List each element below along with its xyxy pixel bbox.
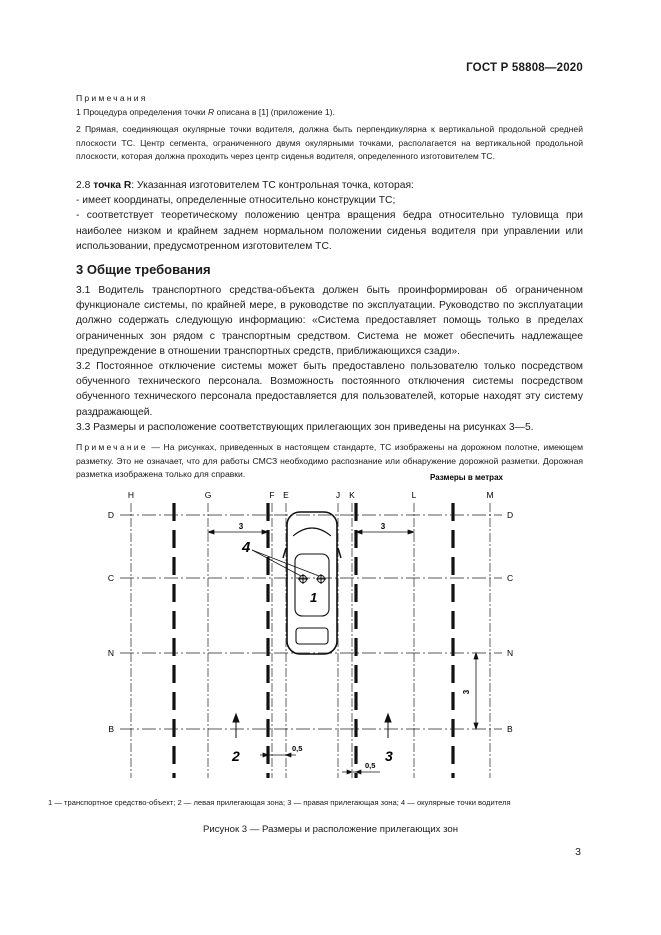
row-label-n-right: N xyxy=(507,648,514,658)
dimension-vertical-value: 3 xyxy=(462,689,471,695)
row-lines xyxy=(120,515,502,729)
notes-heading: Примечания xyxy=(76,93,148,103)
dimension-right-value: 3 xyxy=(380,522,386,531)
para-3-1: 3.1 Водитель транспортного средства-объекта должен быть проинформирован об ограниченном функционале системы, по крайней мере, в руководстве по эксплуатации. Руководство по эксплуатации должно содержать следующую информацию: «Система предоставляет помощь только в пределах ограниченных зон рядом с транспортным средством. Система не может обеспечить надлежащее предупреждение в отношении транспортных средств, приближающихся сзади». xyxy=(76,285,583,357)
def-2-8-bullet-2: - соответствует теоретическому положению центра вращения бедра относительно туловища при наиболее низком и крайнем заднем нормальном положении сиденья водителя при управлении или использовании, предусмотренном изготовителем ТС. xyxy=(76,210,583,252)
col-label-f: F xyxy=(269,490,275,500)
notes-block xyxy=(76,92,583,164)
row-label-b-left: B xyxy=(108,724,114,734)
figure-legend: 1 — транспортное средство-объект; 2 — левая прилегающая зона; 3 — правая прилегающая зона; 4 — окулярные точки водителя xyxy=(48,798,511,807)
note-2: 2 Прямая, соединяющая окулярные точки водителя, должна быть перпендикулярна к вертикальной продольной средней плоскости ТС. Центр сегмента, ограниченного двумя окулярными точками, располагается на вертикальной продольной плоскости, которая должна проходить через центр сиденья водителя, определенного изготовителем ТС. xyxy=(76,124,583,162)
col-label-h: H xyxy=(127,490,135,500)
zone-arrows xyxy=(233,714,391,738)
para-3-2: 3.2 Постоянное отключение системы может быть предоставлено пользователю только посредством обученного технического персонала. Возможность постоянного отключения системы посредством обученного технического персонала предоставляется для пользователей, которые находят эту систему раздражающей. xyxy=(76,361,583,418)
col-label-l: L xyxy=(411,490,417,500)
callout-3: 3 xyxy=(385,748,393,764)
row-label-c-left: C xyxy=(107,573,114,583)
row-label-d-right: D xyxy=(507,510,514,520)
gap-dimension-left-value: 0,5 xyxy=(292,744,303,753)
page-number: 3 xyxy=(575,846,581,858)
section-3-title: 3 Общие требования xyxy=(76,262,211,277)
para-3-3: 3.3 Размеры и расположение соответствующих прилегающих зон приведены на рисунках 3—5. xyxy=(76,421,534,433)
row-label-d-left: D xyxy=(107,510,114,520)
callout-4: 4 xyxy=(242,539,251,556)
vehicle-outline xyxy=(283,512,341,654)
section-3-note: Примечание — На рисунках, приведенных в настоящем стандарте, ТС изображены на дорожном полотне, имеющем разметку. Это не означает, что для работы СМСЗ необходимо распознание или обнаружение дорожной разметки. Дорожная разметка изображена только для справки. xyxy=(76,442,583,480)
figure-units-label: Размеры в метрах xyxy=(430,473,503,482)
gap-dimension-right xyxy=(342,770,380,774)
col-label-k: K xyxy=(349,490,355,500)
callout-2: 2 xyxy=(232,748,240,764)
standard-header: ГОСТ Р 58808—2020 xyxy=(466,62,583,74)
col-label-m: M xyxy=(486,490,494,500)
definition-2-8 xyxy=(76,178,583,254)
dimension-left-value: 3 xyxy=(238,522,244,531)
figure-caption: Рисунок 3 — Размеры и расположение прилегающих зон xyxy=(202,824,459,835)
ocular-points xyxy=(298,574,326,584)
column-lines xyxy=(131,503,490,778)
row-label-c-right: C xyxy=(507,573,514,583)
col-label-g: G xyxy=(204,490,212,500)
gap-dimension-right-value: 0,5 xyxy=(365,761,376,770)
callout-1: 1 xyxy=(310,590,318,605)
col-label-e: E xyxy=(283,490,289,500)
gap-dimension-left xyxy=(260,753,296,757)
section-3-body xyxy=(76,283,583,482)
row-label-b-right: B xyxy=(507,724,513,734)
def-2-8-bullet-1: - имеет координаты, определенные относительно конструкции ТС; xyxy=(76,195,396,207)
note-1: 1 Процедура определения точки R описана в [1] (приложение 1). xyxy=(76,106,335,117)
def-2-8-line: 2.8 точка R: Указанная изготовителем ТС контрольная точка, которая: xyxy=(76,180,414,191)
figure-3-diagram xyxy=(100,470,530,790)
lane-markings xyxy=(174,503,453,778)
row-label-n-left: N xyxy=(107,648,114,658)
dimension-vertical xyxy=(474,653,478,729)
col-label-j: J xyxy=(335,490,341,500)
